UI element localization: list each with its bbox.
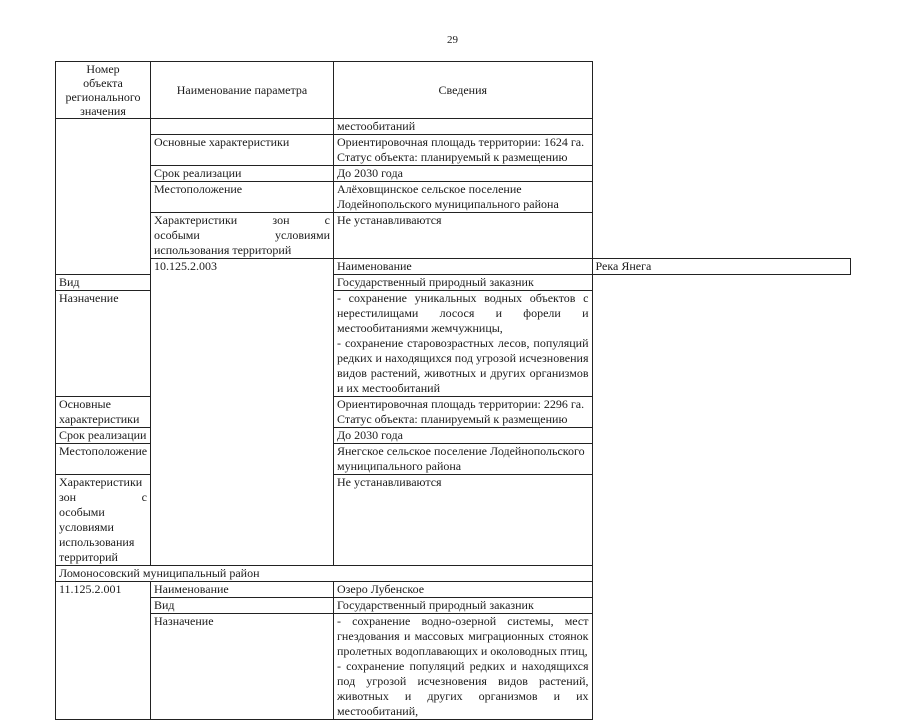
table-row xyxy=(56,213,851,259)
parameter-cell: Основные характеристики xyxy=(151,135,334,166)
value-cell: До 2030 года xyxy=(334,428,593,444)
value-cell: - сохранение уникальных водных объектов с нерестилищами лосося и форели и местообитаниями жемчужницы, - сохранение старовозрастных лесов, популяций редких и находящихся под угрозой исчезновения видов растений, животных и других организмов и их местообитаний xyxy=(334,291,593,397)
parameter-cell: Вид xyxy=(56,275,151,291)
table-row xyxy=(56,135,851,166)
table-row xyxy=(56,182,851,213)
table-row xyxy=(56,119,851,135)
parameter-cell: Основные характеристики xyxy=(56,397,151,428)
table-row xyxy=(56,614,851,720)
regional-objects-table xyxy=(55,61,851,720)
value-cell: До 2030 года xyxy=(334,166,593,182)
parameter-cell: Местоположение xyxy=(56,444,151,475)
value-cell: Ориентировочная площадь территории: 2296 га. Статус объекта: планируемый к размещению xyxy=(334,397,593,428)
parameter-cell: Вид xyxy=(151,598,334,614)
parameter-cell: Срок реализации xyxy=(56,428,151,444)
parameter-cell: Назначение xyxy=(151,614,334,720)
parameter-cell: Характеристики зон с особыми условиями использования территорий xyxy=(151,213,334,259)
table-row xyxy=(56,166,851,182)
value-cell: Озеро Лубенское xyxy=(334,582,593,598)
value-cell: Алёховщинское сельское поселение Лодейнопольского муниципального района xyxy=(334,182,593,213)
table-row xyxy=(56,582,851,598)
section-row xyxy=(56,566,851,582)
value-cell: Янегское сельское поселение Лодейнопольского муниципального района xyxy=(334,444,593,475)
value-cell: - сохранение водно-озерной системы, мест гнездования и массовых миграционных стоянок пролетных водоплавающих и околоводных птиц, - сохранение популяций редких и находящихся под угрозой исчезновения видов растений, животных и других организмов и их местообитаний, xyxy=(334,614,593,720)
parameter-cell: Срок реализации xyxy=(151,166,334,182)
header-object-number: Номер объекта регионального значения xyxy=(56,62,151,119)
parameter-cell: Назначение xyxy=(56,291,151,397)
object-number-cell: 10.125.2.003 xyxy=(151,259,334,566)
header-parameter-name: Наименование параметра xyxy=(151,62,334,119)
object-number-cell xyxy=(56,119,151,275)
table-row xyxy=(56,259,851,275)
parameter-cell: Наименование xyxy=(151,582,334,598)
table-header-row xyxy=(56,62,851,119)
parameter-cell: Местоположение xyxy=(151,182,334,213)
value-cell: Не устанавливаются xyxy=(334,475,593,566)
value-cell: местообитаний xyxy=(334,119,593,135)
parameter-cell xyxy=(151,119,334,135)
value-cell: Ориентировочная площадь территории: 1624 га. Статус объекта: планируемый к размещению xyxy=(334,135,593,166)
parameter-cell: Наименование xyxy=(334,259,593,275)
page-number: 29 xyxy=(447,34,458,46)
section-title: Ломоносовский муниципальный район xyxy=(56,566,593,582)
object-number-cell: 11.125.2.001 xyxy=(56,582,151,720)
value-cell: Государственный природный заказник xyxy=(334,275,593,291)
value-cell: Не устанавливаются xyxy=(334,213,593,259)
value-cell: Река Янега xyxy=(592,259,851,275)
value-cell: Государственный природный заказник xyxy=(334,598,593,614)
header-details: Сведения xyxy=(334,62,593,119)
parameter-cell: Характеристики зон с особыми условиями использования территорий xyxy=(56,475,151,566)
table-row xyxy=(56,598,851,614)
